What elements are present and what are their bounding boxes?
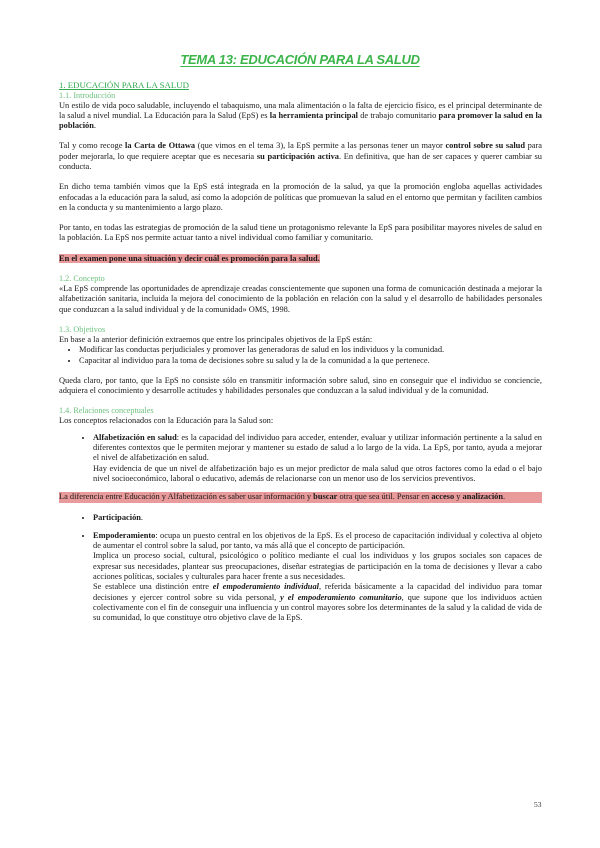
intro-paragraph-2: Tal y como recoge la Carta de Ottawa (que vimos en el tema 3), la EpS permite a las personas tener un mayor control sobre su salud para poder mejorarla, lo que requiere aceptar que es necesaria su participación activa. En definitiva, que han de ser capaces y querer cambiar su conducta. [59,141,543,171]
difference-note-highlight: La diferencia entre Educación y Alfabetización es saber usar información y buscar otra que sea útil. Pensar en acceso y analización. [59,492,542,502]
page-number: 53 [534,800,542,809]
relaciones-list-2 [59,513,542,624]
relaciones-lead: Los conceptos relacionados con la Educación para la Salud son: [59,416,274,426]
intro-paragraph-4: Por tanto, en todas las estrategias de promoción de la salud tiene un protagonismo relevante la EpS para posibilitar mayores niveles de salud en la población. La EpS nos permite actuar tanto a nivel individual como familiar y comunitario. [59,223,542,243]
intro-paragraph-3: En dicho tema también vimos que la EpS está integrada en la promoción de la salud, ya que la promoción engloba aquellas actividades enfocadas a la educación para la salud, así como la adopción de políticas que promuevan la salud en el entorno que permitan y faciliten cambios en la conducta y su mantenimiento a largo plazo. [59,182,543,212]
objetivos-list [59,345,542,366]
objetivos-close: Queda claro, por tanto, que la EpS no consiste sólo en transmitir información sobre salud, sino en conseguir que el individuo se conciencie, adquiera el conocimiento y desarrolle actitudes y habilidades personales que conduzcan a la salud individual y de la comunidad. [59,375,542,396]
intro-paragraph-1: Un estilo de vida poco saludable, incluyendo el tabaquismo, una mala alimentación o la falta de ejercicio físico, es el principal determinante de la salud a nivel mundial. La Educación para la Salud (EpS) es la herramienta principal de trabajo comunitario para promover la salud en la población. [59,100,542,131]
section-heading: 1. EDUCACIÓN PARA LA SALUD [59,80,189,90]
list-item-participacion: • Participación. [93,513,542,523]
list-item-empoderamiento: • Empoderamiento: ocupa un puesto central en los objetivos de la EpS. Es el proceso de capacitación individual y colectiva al objeto de aumentar el control sobre la salud, por tanto, va más allá que el concepto de participación. Implica un proceso social, cultural, psicológico o político mediante el cual los individuos y los grupos sociales son capaces de expresar sus necesidades, plantear sus preocupaciones, diseñar estrategias de participación en la toma de decisiones y llevar a cabo acciones políticas, sociales y culturales para hacer frente a sus necesidades. Se establece una distinción entre el empoderamiento individual, referida básicamente a la capacidad del individuo para tomar decisiones y ejercer control sobre su vida personal, y el empoderamiento comunitario, que supone que los individuos actúen colectivamente con el fin de conseguir una influencia y un control mayores sobre los determinantes de la salud y la calidad de vida de su comunidad, lo que constituye otro objetivo clave de la EpS. [93,531,542,624]
relaciones-list [59,433,542,484]
exam-note-highlight: En el examen pone una situación y decir cuál es promoción para la salud. [59,253,320,263]
subsection-heading-relaciones: 1.4. Relaciones conceptuales [59,406,154,416]
page-title: TEMA 13: EDUCACIÓN PARA LA SALUD [180,52,420,67]
subsection-heading-concepto: 1.2. Concepto [59,274,105,284]
document-body [59,80,542,631]
list-item-alfabetizacion: • Alfabetización en salud: es la capacidad del individuo para acceder, entender, evaluar y utilizar información pertinente a la salud en diferentes contextos que le permiten mejorar y mantener su estado de salud a lo largo de la vida. La EpS, por tanto, ayuda a mejorar el nivel de alfabetización en salud. Hay evidencia de que un nivel de alfabetización bajo es un mejor predictor de mala salud que otros factores como la edad o el bajo nivel socioeconómico, laboral o educativo, además de relacionarse con un menor uso de los servicios preventivos. [93,433,542,484]
list-item: • Modificar las conductas perjudiciales y promover las generadoras de salud en los individuos y la comunidad. [79,345,542,355]
subsection-heading-intro: 1.1. Introducción [59,90,116,100]
subsection-heading-objetivos: 1.3. Objetivos [59,324,106,334]
objetivos-lead: En base a la anterior definición extraemos que entre los principales objetivos de la EpS están: [59,334,373,344]
list-item: • Capacitar al individuo para la toma de decisiones sobre su salud y la de la comunidad a la que pertenece. [79,356,542,366]
concepto-quote: «La EpS comprende las oportunidades de aprendizaje creadas conscientemente que suponen una forma de comunicación destinada a mejorar la alfabetización sanitaria, incluida la mejora del conocimiento de la población en relación con la salud y el desarrollo de habilidades personales que conduzcan a la salud individual y de la comunidad» OMS, 1998. [59,284,542,314]
